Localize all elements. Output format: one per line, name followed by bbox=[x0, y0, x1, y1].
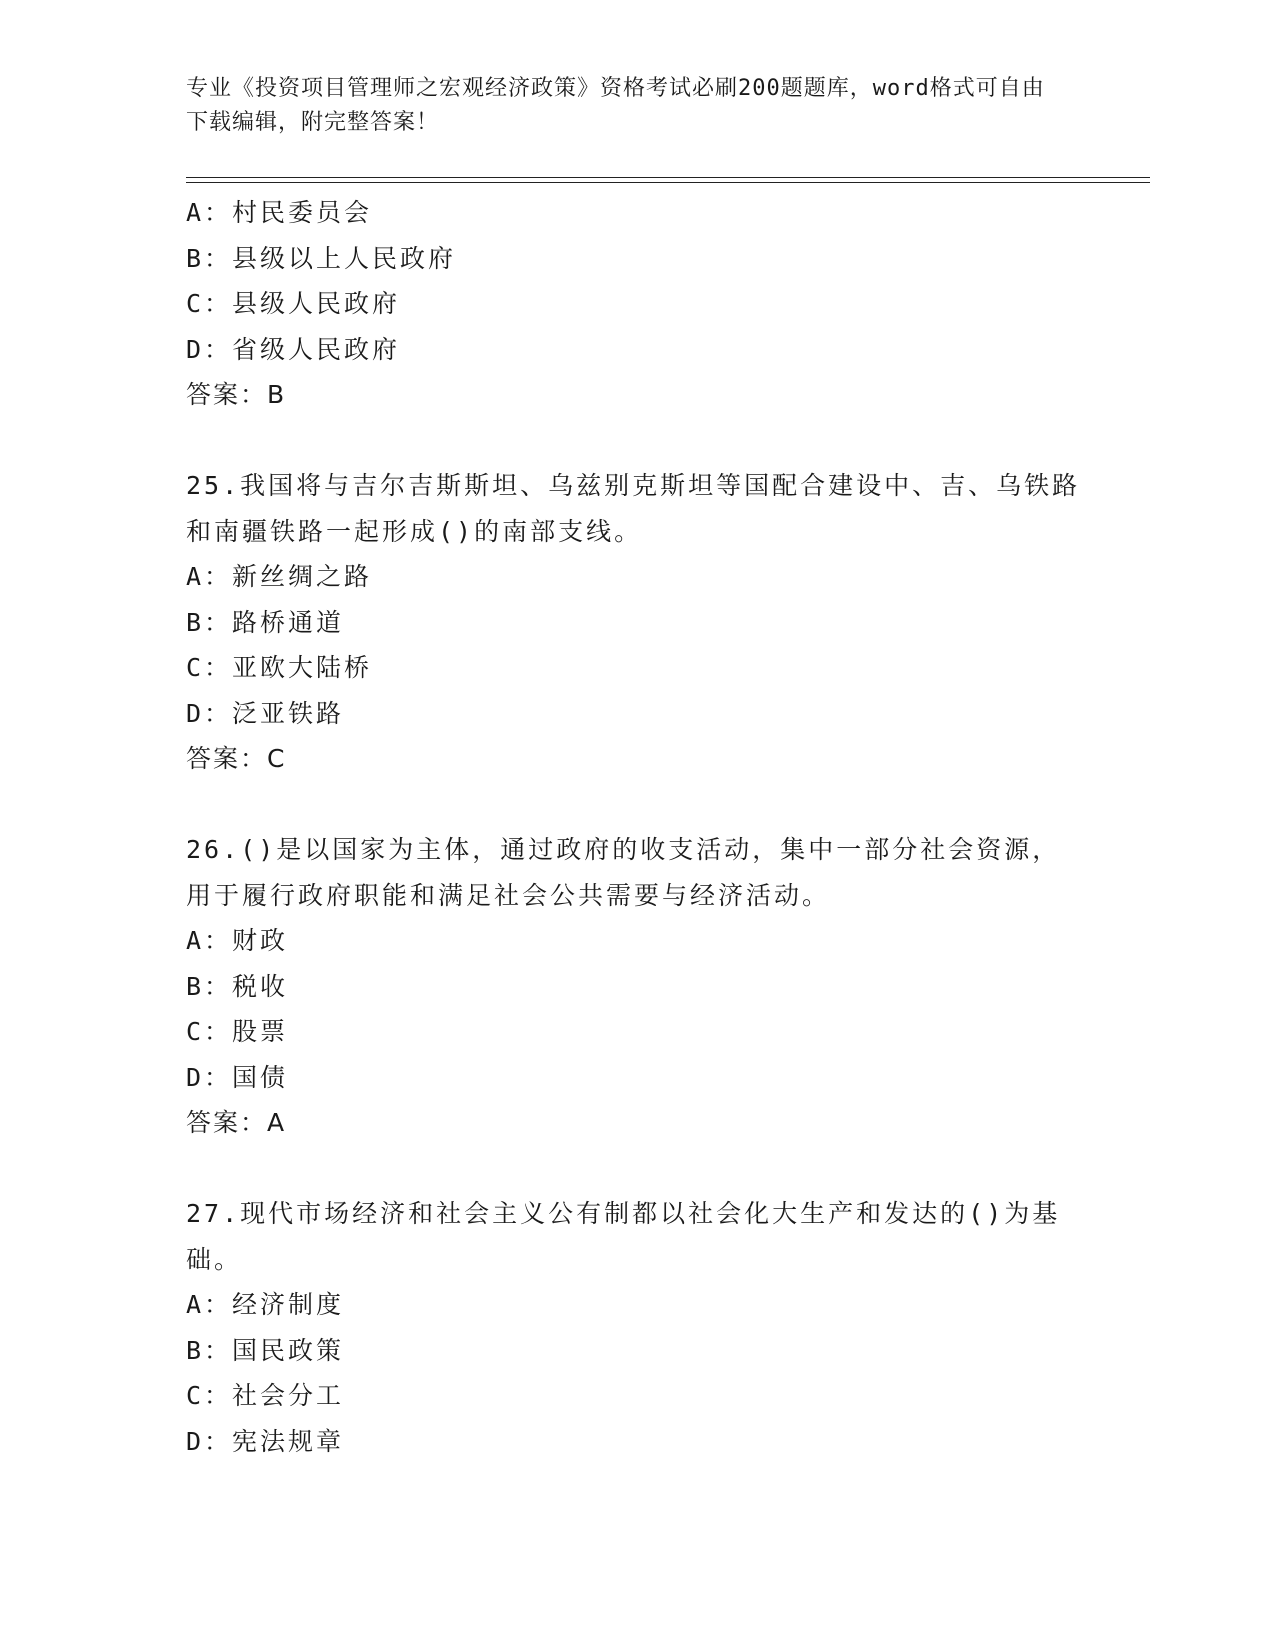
option-a: A：财政 bbox=[186, 926, 289, 955]
option-b: B：国民政策 bbox=[186, 1335, 345, 1365]
question-stem: 27.现代市场经济和社会主义公有制都以社会化大生产和发达的()为基础。 bbox=[186, 1199, 1061, 1274]
question-block bbox=[186, 190, 1086, 418]
option-c: C：股票 bbox=[186, 1017, 289, 1046]
option-a: A：新丝绸之路 bbox=[186, 562, 373, 591]
answer-line: 答案：B bbox=[186, 380, 287, 409]
option-b: B：路桥通道 bbox=[186, 607, 345, 637]
answer-line: 答案：C bbox=[186, 744, 287, 773]
question-block bbox=[186, 463, 1086, 782]
option-c: C：县级人民政府 bbox=[186, 289, 401, 318]
question-list bbox=[186, 190, 1086, 1464]
option-a: A：村民委员会 bbox=[186, 198, 373, 227]
spacer bbox=[186, 782, 1086, 828]
question-block bbox=[186, 827, 1086, 1146]
option-b: B：税收 bbox=[186, 971, 289, 1001]
option-d: D：国债 bbox=[186, 1062, 289, 1092]
option-b: B：县级以上人民政府 bbox=[186, 243, 457, 273]
header-divider-top bbox=[186, 177, 1150, 178]
question-stem: 25.我国将与吉尔吉斯斯坦、乌兹别克斯坦等国配合建设中、吉、乌铁路和南疆铁路一起形成()的南部支线。 bbox=[186, 471, 1081, 546]
option-c: C：社会分工 bbox=[186, 1381, 345, 1410]
question-stem: 26.()是以国家为主体，通过政府的收支活动，集中一部分社会资源，用于履行政府职能和满足社会公共需要与经济活动。 bbox=[186, 835, 1061, 910]
option-a: A：经济制度 bbox=[186, 1290, 345, 1319]
option-c: C：亚欧大陆桥 bbox=[186, 653, 373, 682]
spacer bbox=[186, 418, 1086, 464]
header-divider-bottom bbox=[186, 182, 1150, 183]
question-block bbox=[186, 1191, 1086, 1464]
spacer bbox=[186, 1146, 1086, 1192]
option-d: D：宪法规章 bbox=[186, 1426, 345, 1456]
option-d: D：泛亚铁路 bbox=[186, 698, 345, 728]
answer-line: 答案：A bbox=[186, 1108, 287, 1137]
document-header: 专业《投资项目管理师之宏观经济政策》资格考试必刷200题题库，word格式可自由下载编辑，附完整答案！ bbox=[186, 76, 1045, 135]
option-d: D：省级人民政府 bbox=[186, 334, 401, 364]
